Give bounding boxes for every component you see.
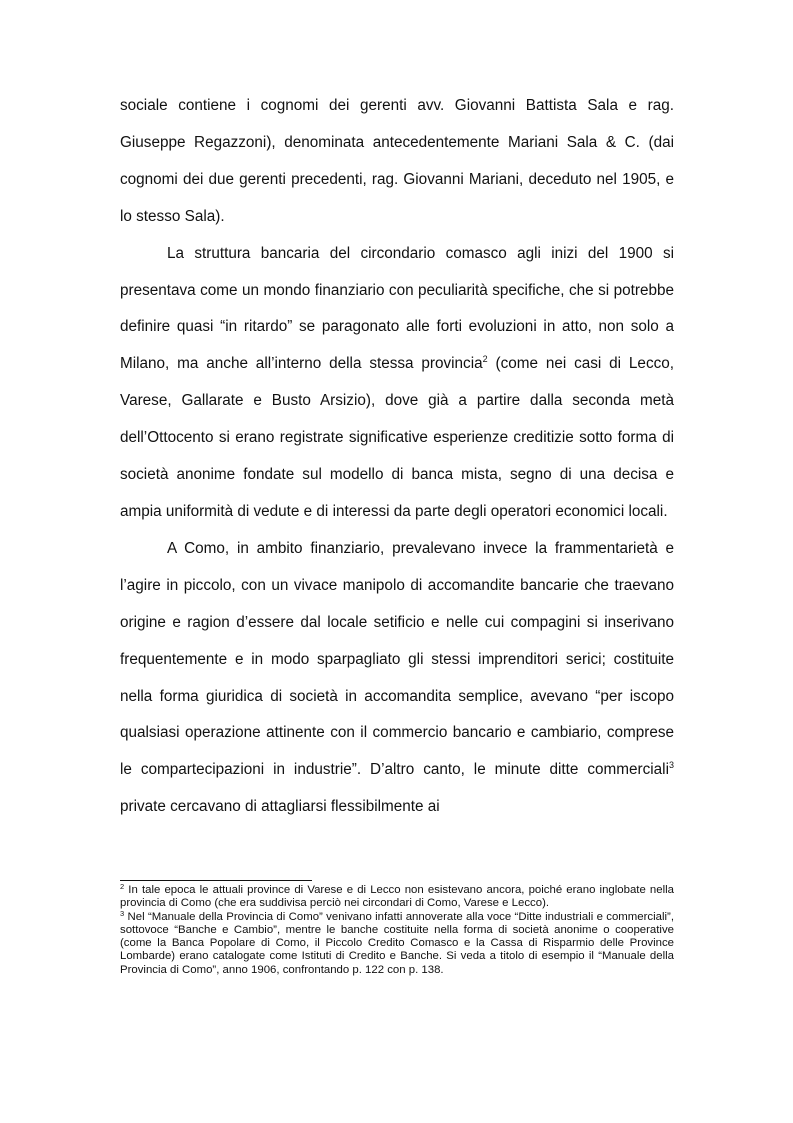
paragraph-1: sociale contiene i cognomi dei gerenti avv. Giovanni Battista Sala e rag. Giuseppe Regazzoni), denominata antecedentemente Mariani Sala & C. (dai cognomi dei due gerenti precedenti, rag. Giovanni Mariani, deceduto nel 1905, e lo stesso Sala). xyxy=(120,97,674,225)
paragraph-2-text: La struttura bancaria del circondario comasco agli inizi del 1900 si presentava come un mondo finanziario con peculiarità specifiche, che si potrebbe definire quasi “in ritardo” se paragonato alle forti evoluzioni in atto, non solo a Milano, ma anche all’interno della stessa provincia xyxy=(120,244,674,373)
paragraph-2 xyxy=(120,236,674,531)
footnote-text: Nel “Manuale della Provincia di Como” venivano infatti annoverate alla voce “Ditte industriali e commerciali”, sottovoce “Banche e Cambio”, mentre le banche costituite nella forma di società anonime o cooperative (come la Banca Popolare di Como, il Piccolo Credito Comasco e la Cassa di Risparmio delle Province Lombarde) erano catalogate come Istituti di Credito e Banche. Si veda a titolo di esempio il “Manuale della Provincia di Como”, anno 1906, confrontando p. 122 con p. 138. xyxy=(120,910,674,976)
footnote-text: In tale epoca le attuali province di Varese e di Lecco non esistevano ancora, poiché erano inglobate nella provincia di Como (che era suddivisa perciò nei circondari di Como, Varese e Lecco). xyxy=(120,884,674,910)
footnote-number: 2 xyxy=(120,882,125,891)
footnote-number: 3 xyxy=(120,908,125,918)
footnote-separator xyxy=(120,880,312,881)
paragraph-3-text-continued: private cercavano di attagliarsi flessibilmente ai xyxy=(120,798,440,816)
footnotes xyxy=(120,884,674,977)
footnote-3 xyxy=(120,908,674,977)
paragraph-3 xyxy=(120,531,674,826)
paragraph-3-text: A Como, in ambito finanziario, prevalevano invece la frammentarietà e l’agire in piccolo, con un vivace manipolo di accomandite bancarie che traevano origine e ragion d’essere dal locale setificio e nelle cui compagini si inserivano frequentemente e in modo sparpagliato gli stessi imprenditori serici; costituite nella forma giuridica di società in accomandita semplice, avevano “per iscopo qualsiasi operazione attinente con il commercio bancario e cambiario, comprese le compartecipazioni in industrie”. D’altro canto, le minute ditte commerciali xyxy=(120,539,674,779)
body-text xyxy=(120,88,674,826)
footnote-2 xyxy=(120,884,674,911)
footnote-ref-2: 2 xyxy=(482,354,488,365)
footnote-ref-3: 3 xyxy=(668,760,674,771)
paragraph-2-text-continued: (come nei casi di Lecco, Varese, Gallarate e Busto Arsizio), dove già a partire dalla seconda metà dell’Ottocento si erano registrate significative esperienze creditizie sotto forma di società anonime fondate sul modello di banca mista, segno di una decisa e ampia uniformità di vedute e di interessi da parte degli operatori economici locali. xyxy=(120,355,674,520)
